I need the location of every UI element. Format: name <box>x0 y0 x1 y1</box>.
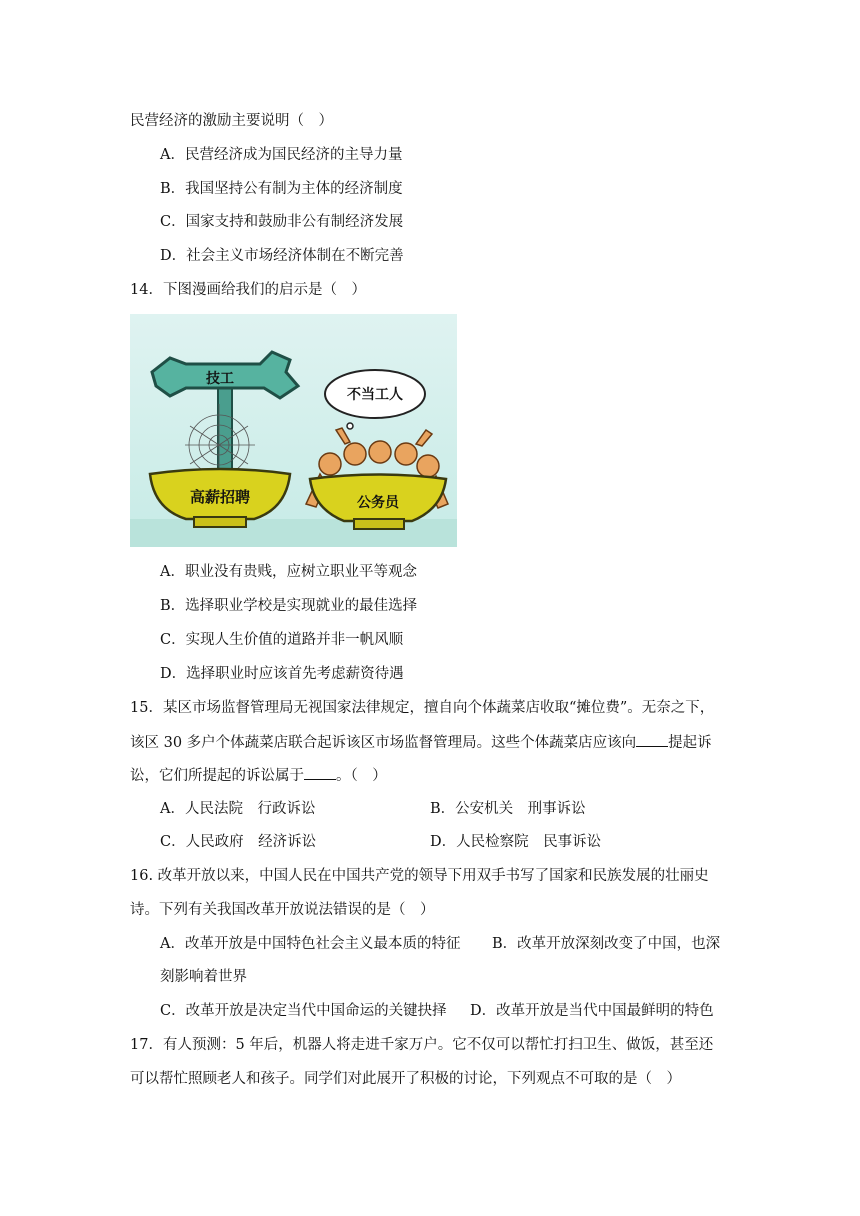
q14-cartoon <box>130 314 457 547</box>
q15-line-2-text-a: 该区 30 多户个体蔬菜店联合起诉该区市场监督管理局。这些个体蔬菜店应该向 <box>130 735 637 751</box>
q15-option-a: A．人民法院 行政诉讼 <box>160 801 316 817</box>
q16-option-b: B．改革开放深刻改变了中国，也深 <box>492 936 721 952</box>
left-bowl-label: 高薪招聘 <box>189 488 251 506</box>
q15-option-c: C．人民政府 经济诉讼 <box>160 834 317 850</box>
wrench-label: 技工 <box>206 371 234 387</box>
q13-option-d: D．社会主义市场经济体制在不断完善 <box>160 248 404 264</box>
right-bowl-label: 公务员 <box>357 495 399 511</box>
q16-line-2: 诗。下列有关我国改革开放说法错误的是（ ） <box>130 902 435 918</box>
q13-option-c: C．国家支持和鼓励非公有制经济发展 <box>160 214 404 230</box>
q15-option-d: D．人民检察院 民事诉讼 <box>430 834 602 850</box>
answer-blank-1 <box>636 732 668 747</box>
q15-line-1: 15．某区市场监督管理局无视国家法律规定，擅自向个体蔬菜店收取“摊位费”。无奈之下， <box>130 700 715 716</box>
q15-line-2-text-b: 提起诉 <box>668 735 712 751</box>
speech-bubble-text: 不当工人 <box>347 387 403 403</box>
q14-option-d: D．选择职业时应该首先考虑薪资待遇 <box>160 666 404 682</box>
q16-option-c: C．改革开放是决定当代中国命运的关键抉择 <box>160 1003 447 1019</box>
q14-option-b: B．选择职业学校是实现就业的最佳选择 <box>160 598 418 614</box>
q17-line-2: 可以帮忙照顾老人和孩子。同学们对此展开了积极的讨论，下列观点不可取的是（ ） <box>130 1071 681 1087</box>
q14-option-c: C．实现人生价值的道路并非一帆风顺 <box>160 632 404 648</box>
q15-line-2 <box>130 732 712 753</box>
q13-option-a: A．民营经济成为国民经济的主导力量 <box>160 147 403 163</box>
q16-option-b-continued: 刻影响着世界 <box>160 969 247 985</box>
q16-option-a: A．改革开放是中国特色社会主义最本质的特征 <box>160 936 461 952</box>
q14-option-a: A．职业没有贵贱，应树立职业平等观念 <box>160 564 417 580</box>
q16-option-d: D．改革开放是当代中国最鲜明的特色 <box>470 1003 714 1019</box>
q13-option-b: B．我国坚持公有制为主体的经济制度 <box>160 181 403 197</box>
q17-line-1: 17．有人预测：5 年后，机器人将走进千家万户。它不仅可以帮忙打扫卫生、做饭，甚至还 <box>130 1037 714 1053</box>
q15-line-3-text-a: 讼，它们所提起的诉讼属于 <box>130 768 304 784</box>
q15-line-3 <box>130 765 387 786</box>
q14-stem: 14．下图漫画给我们的启示是（ ） <box>130 282 366 298</box>
q13-stem-tail: 民营经济的激励主要说明（ ） <box>130 113 333 129</box>
answer-blank-2 <box>304 765 336 780</box>
q15-option-b: B．公安机关 刑事诉讼 <box>430 801 586 817</box>
q15-line-3-text-b: 。（ ） <box>336 768 387 784</box>
q16-line-1: 16. 改革开放以来，中国人民在中国共产党的领导下用双手书写了国家和民族发展的壮丽史 <box>130 868 709 884</box>
